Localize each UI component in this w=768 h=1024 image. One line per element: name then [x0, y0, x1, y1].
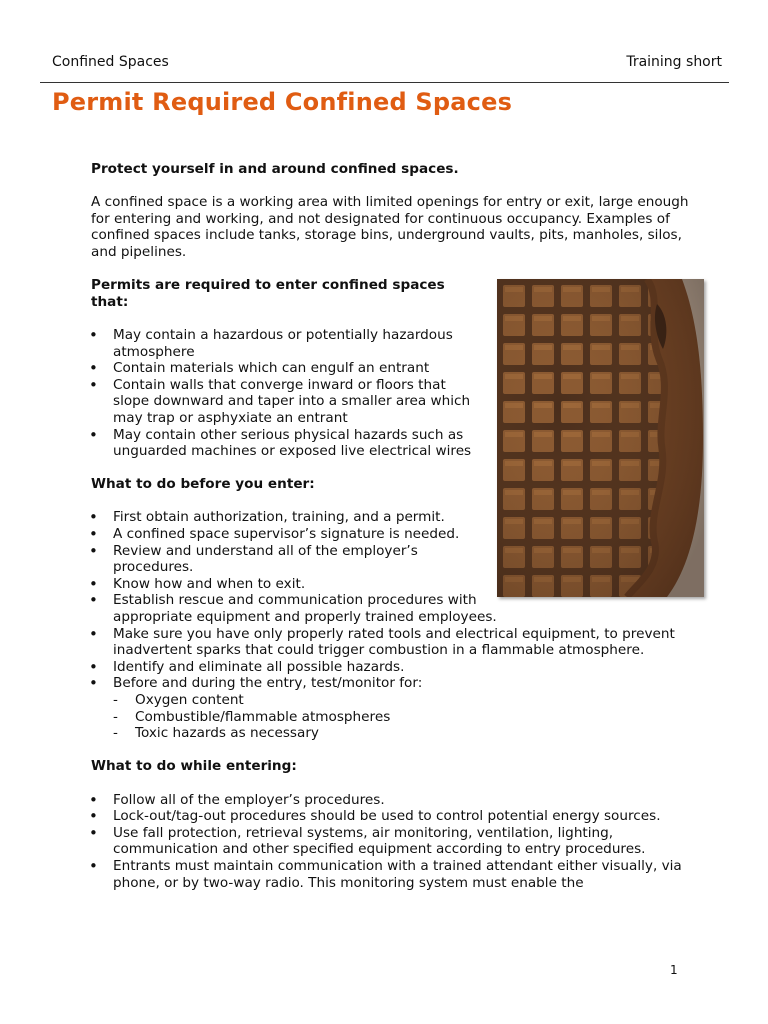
while-list	[91, 792, 701, 892]
list-item: • First obtain authorization, training, and a permit.	[91, 509, 498, 526]
page-title: Permit Required Confined Spaces	[52, 88, 513, 116]
list-item: • Follow all of the employer’s procedures.	[91, 792, 701, 809]
page-number: 1	[670, 963, 678, 977]
intro-heading: Protect yourself in and around confined spaces.	[91, 161, 459, 177]
intro-paragraph: A confined space is a working area with limited openings for entry or exit, large enough for entering and working, and not designated for continuous occupancy. Examples of confined spaces include tanks, storage bins, underground vaults, pits, manholes, silos, and pipelines.	[91, 194, 689, 260]
list-item-text: • Before and during the entry, test/monitor for:	[113, 675, 423, 692]
list-item: • May contain a hazardous or potentially hazardous atmosphere	[91, 327, 476, 360]
before-heading: What to do before you enter:	[91, 476, 315, 493]
sublist-item: - Combustible/flammable atmospheres	[113, 709, 701, 726]
list-item-text: • Review and understand all of the employer’s procedures.	[113, 542, 418, 576]
list-item: • Entrants must maintain communication with a trained attendant either visually, via phone, or by two-way radio. This monitoring system must enable the	[91, 858, 701, 891]
manhole-cover-photo	[497, 279, 704, 597]
list-item: • May contain other serious physical hazards such as unguarded machines or exposed live electrical wires	[91, 427, 476, 460]
monitor-sublist	[113, 692, 701, 742]
list-item: • Contain walls that converge inward or floors that slope downward and taper into a smaller area which may trap or asphyxiate an entrant	[91, 377, 476, 427]
running-header-right: Training short	[626, 54, 722, 70]
list-item: • Contain materials which can engulf an entrant	[91, 360, 476, 377]
list-item: • A confined space supervisor’s signature is needed.	[91, 526, 498, 543]
list-item	[91, 675, 701, 741]
list-item	[91, 592, 701, 625]
list-item: • Make sure you have only properly rated tools and electrical equipment, to prevent inadvertent sparks that could trigger combustion in a flammable atmosphere.	[91, 626, 701, 659]
sublist-item: - Toxic hazards as necessary	[113, 725, 701, 742]
list-item: • Know how and when to exit.	[91, 576, 498, 593]
list-item: • Lock-out/tag-out procedures should be used to control potential energy sources.	[91, 808, 701, 825]
header-divider	[40, 82, 729, 83]
running-header-left: Confined Spaces	[52, 54, 169, 70]
list-item: • Identify and eliminate all possible hazards.	[91, 659, 701, 676]
while-heading: What to do while entering:	[91, 758, 297, 775]
permits-heading: Permits are required to enter confined spaces that:	[91, 277, 445, 310]
list-item-text: • Establish rescue and communication procedures with appropriate equipment and properly trained employees.	[113, 592, 497, 626]
list-item: • Use fall protection, retrieval systems, air monitoring, ventilation, lighting, communication and other specified equipment according to entry procedures.	[91, 825, 701, 858]
permits-list	[91, 327, 476, 460]
sublist-item: - Oxygen content	[113, 692, 701, 709]
